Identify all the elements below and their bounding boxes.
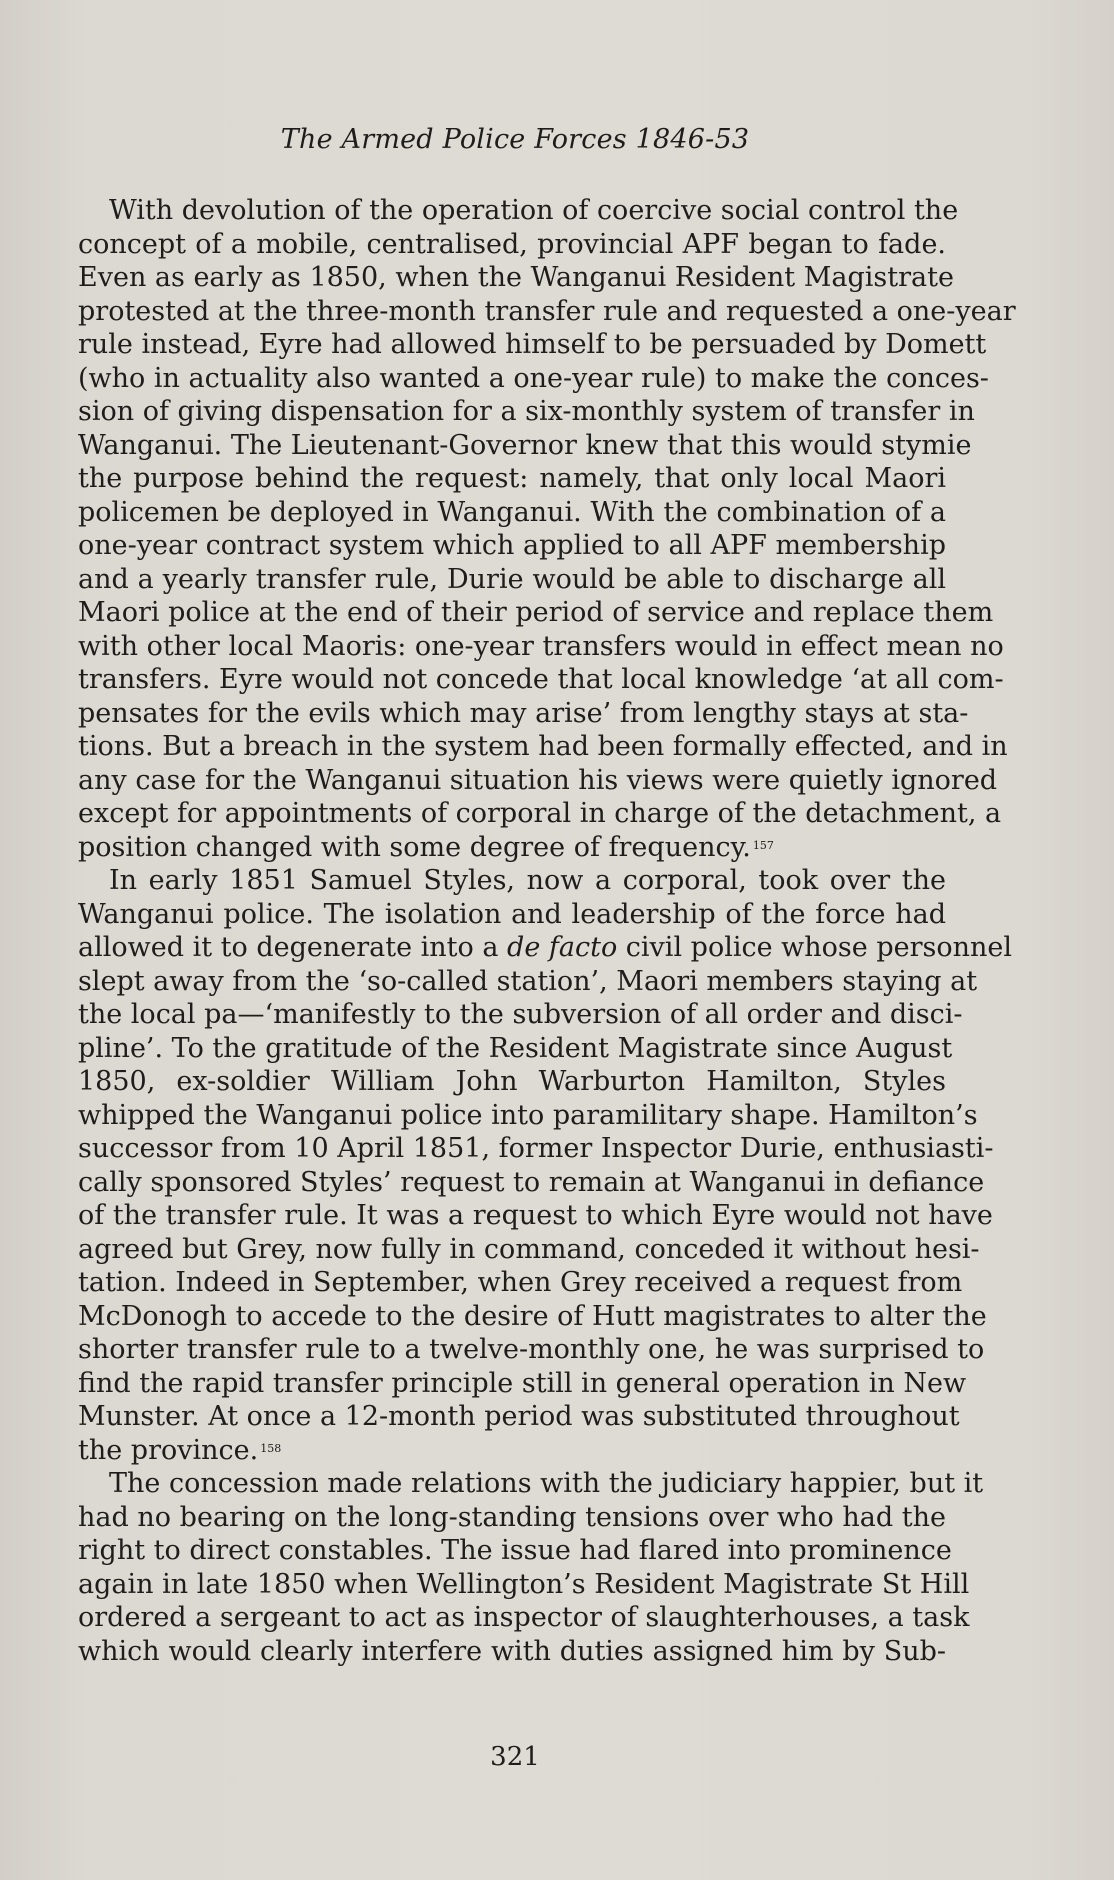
text-line: agreed but Grey, now fully in command, conceded it without hesi- — [78, 1233, 980, 1265]
text-line: shorter transfer rule to a twelve-monthly one, he was surprised to — [78, 1334, 985, 1365]
text-line: the local pa—‘manifestly to the subversion of all order and disci- — [78, 999, 963, 1030]
italic-phrase: de facto — [507, 932, 618, 963]
text-line — [78, 1434, 946, 1468]
text-line-content: allowed it to degenerate into a — [78, 932, 508, 963]
text-line: transfers. Eyre would not concede that local knowledge ‘at all com- — [78, 664, 1004, 695]
text-line: policemen be deployed in Wanganui. With the combination of a — [78, 496, 946, 528]
text-line: with other local Maoris: one-year transfers would in effect mean no — [78, 630, 1004, 662]
text-line: Maori police at the end of their period of service and replace them — [78, 597, 994, 628]
text-line: right to direct constables. The issue had flared into prominence — [78, 1535, 952, 1566]
page-number: 321 — [490, 1742, 540, 1772]
text-line: find the rapid transfer principle still in general operation in New — [78, 1367, 967, 1399]
text-line: 1850, ex-soldier William John Warburton Hamilton, Styles — [78, 1066, 946, 1097]
text-line: Wanganui. The Lieutenant-Governor knew that this would stymie — [78, 429, 972, 461]
text-line: rule instead, Eyre had allowed himself to be persuaded by Domett — [78, 329, 987, 360]
paragraph-1 — [78, 194, 1016, 864]
text-line: In early 1851 Samuel Styles, now a corporal, took over the — [109, 865, 946, 896]
running-head: The Armed Police Forces 1846-53 — [280, 124, 750, 155]
text-line: whipped the Wanganui police into paramilitary shape. Hamilton’s — [78, 1099, 978, 1131]
text-line: successor from 10 April 1851, former Inspector Durie, enthusiasti- — [78, 1133, 994, 1164]
text-line — [78, 831, 946, 865]
text-line: of the transfer rule. It was a request to which Eyre would not have — [78, 1200, 993, 1231]
text-line: The concession made relations with the judiciary happier, but it — [109, 1468, 984, 1499]
text-line: which would clearly interfere with duties assigned him by Sub- — [78, 1635, 946, 1667]
text-line: tation. Indeed in September, when Grey received a request from — [78, 1267, 963, 1298]
text-line: Wanganui police. The isolation and leadership of the force had — [78, 898, 946, 930]
text-line: except for appointments of corporal in charge of the detachment, a — [78, 798, 1002, 829]
text-line: tions. But a breach in the system had been formally effected, and in — [78, 731, 1008, 762]
text-line: concept of a mobile, centralised, provincial APF began to fade. — [78, 228, 946, 260]
text-line: slept away from the ‘so-called station’, Maori members staying at — [78, 965, 978, 997]
text-line: and a yearly transfer rule, Durie would be able to discharge all — [78, 563, 946, 595]
text-line: McDonogh to accede to the desire of Hutt magistrates to alter the — [78, 1300, 987, 1332]
text-line: protested at the three-month transfer rule and requested a one-year — [78, 295, 1016, 327]
footnote-marker: 158 — [260, 1441, 282, 1455]
paragraph-3 — [78, 1467, 984, 1668]
text-line: again in late 1850 when Wellington’s Resident Magistrate St Hill — [78, 1568, 970, 1600]
text-line: cally sponsored Styles’ request to remain at Wanganui in defiance — [78, 1166, 985, 1198]
text-line-content: position changed with some degree of frequency. — [78, 831, 751, 863]
text-line: Even as early as 1850, when the Wanganui Resident Magistrate — [78, 262, 954, 293]
text-line: any case for the Wanganui situation his views were quietly ignored — [78, 764, 998, 796]
text-line: With devolution of the operation of coercive social control the — [109, 195, 959, 226]
text-line: Munster. At once a 12-month period was substituted throughout — [78, 1401, 960, 1432]
text-line: (who in actuality also wanted a one-year rule) to make the conces- — [78, 362, 989, 394]
text-line — [78, 931, 1013, 965]
text-line: pline’. To the gratitude of the Resident Magistrate since August — [78, 1032, 953, 1064]
paragraph-2 — [78, 864, 1013, 1467]
text-line: the purpose behind the request: namely, that only local Maori — [78, 463, 946, 494]
text-line: pensates for the evils which may arise’ from lengthy stays at sta- — [78, 697, 969, 729]
text-line: one-year contract system which applied to all APF membership — [78, 530, 946, 561]
body-text — [78, 194, 1016, 1668]
text-line: had no bearing on the long-standing tensions over who had the — [78, 1501, 946, 1533]
text-line: sion of giving dispensation for a six-monthly system of transfer in — [78, 396, 975, 427]
text-line: ordered a sergeant to act as inspector of slaughterhouses, a task — [78, 1602, 970, 1633]
footnote-marker: 157 — [752, 838, 774, 852]
text-line-tail: civil police whose personnel — [617, 932, 1013, 963]
text-line-content: the province. — [78, 1434, 259, 1466]
